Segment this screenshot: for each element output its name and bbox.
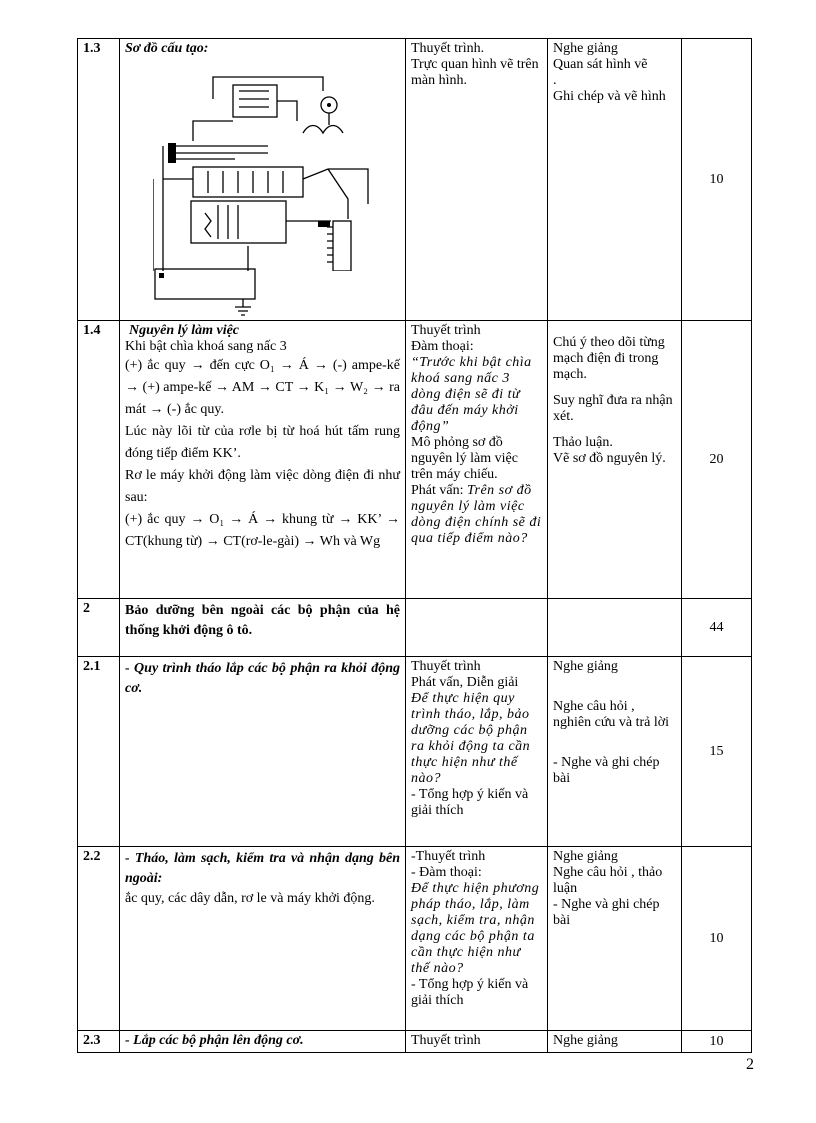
time-cell: 20 xyxy=(682,321,752,599)
student-line: Nghe giảng xyxy=(553,1033,618,1048)
teacher-activity-cell xyxy=(406,599,548,657)
lesson-plan-table xyxy=(77,38,752,1053)
table-row xyxy=(78,599,752,657)
student-line: Thảo luận. xyxy=(553,435,613,450)
teacher-line: Phát vấn: xyxy=(411,483,464,498)
time-cell: 10 xyxy=(682,847,752,1031)
time-cell: 10 xyxy=(682,1031,752,1053)
student-activity-cell xyxy=(548,321,682,599)
teacher-line: Thuyết trình xyxy=(411,323,481,338)
teacher-line: Phát vấn, Diễn giải xyxy=(411,675,519,690)
teacher-activity-cell xyxy=(406,657,548,847)
student-activity-cell xyxy=(548,657,682,847)
section-title: Bảo dưỡng bên ngoài các bộ phận của hệ thống khởi động ô tô. xyxy=(120,599,406,657)
teacher-activity-cell xyxy=(406,39,548,321)
student-activity-cell xyxy=(548,599,682,657)
time-cell: 44 xyxy=(682,599,752,657)
teacher-line: Thuyết trình. xyxy=(411,41,485,56)
row-number: 2.3 xyxy=(78,1031,120,1053)
teacher-line: Trực quan hình vẽ trên màn hình. xyxy=(411,57,539,88)
table-row xyxy=(78,1031,752,1053)
student-line: Nghe giảng xyxy=(553,41,618,56)
student-line: - Nghe và ghi chép bài xyxy=(553,897,660,928)
battery-ground-diagram xyxy=(153,267,293,317)
content-cell xyxy=(120,847,406,1031)
student-line: Vẽ sơ đồ nguyên lý. xyxy=(553,451,666,466)
student-line: Suy nghĩ đưa ra nhận xét. xyxy=(553,393,673,424)
teacher-question: Để thực hiện quy trình tháo, lắp, bảo dưỡng các bộ phận ra khỏi động ta cần thực hiện như thế nào? xyxy=(411,691,531,786)
row-number: 2.1 xyxy=(78,657,120,847)
teacher-activity-cell xyxy=(406,1031,548,1053)
content-line: Khi bật chìa khoá sang nấc 3 xyxy=(125,339,287,354)
student-activity-cell xyxy=(548,1031,682,1053)
table-row xyxy=(78,39,752,321)
section-title: - Quy trình tháo lắp các bộ phận ra khỏi động cơ. xyxy=(120,657,406,847)
row-number: 1.3 xyxy=(78,39,120,321)
section-title: Nguyên lý làm việc xyxy=(129,323,240,338)
student-line: Ghi chép và vẽ hình xyxy=(553,89,666,104)
content-line: Lúc này lõi từ của rơle bị từ hoá hút tấm rung đóng tiếp điểm KK’. xyxy=(125,424,400,461)
table-row xyxy=(78,321,752,599)
student-line: Quan sát hình vẽ xyxy=(553,57,648,72)
student-line: Chú ý theo dõi từng mạch điện đi trong mạch. xyxy=(553,335,665,382)
student-line: Nghe câu hỏi , thảo luận xyxy=(553,865,663,896)
teacher-line: Đàm thoại: xyxy=(411,339,474,354)
student-line: - Nghe và ghi chép bài xyxy=(553,755,660,786)
teacher-line: Mô phỏng sơ đồ nguyên lý làm việc trên máy chiếu. xyxy=(411,435,518,482)
teacher-line: - Tổng hợp ý kiến và giải thích xyxy=(411,977,529,1008)
starter-structure-diagram xyxy=(153,71,373,271)
content-cell xyxy=(120,39,406,321)
content-cell xyxy=(120,321,406,599)
page-number: 2 xyxy=(746,1056,754,1073)
teacher-question: Trên sơ đồ nguyên lý làm việc dòng điện chính sẽ đi qua tiếp điểm nào? xyxy=(411,483,542,546)
content-line: (+) ắc quy → đến cực O₁ → Á → (-) ampe-kế → (+) ampe-kế → AM → CT → K₁ → W₂ → ra mát → (-) ắc quy. xyxy=(125,358,400,417)
teacher-question: “Trước khi bật chìa khoá sang nấc 3 dòng điện sẽ đi từ đâu đến máy khởi động” xyxy=(411,355,532,434)
row-number: 1.4 xyxy=(78,321,120,599)
student-line: Nghe giảng xyxy=(553,849,618,864)
teacher-line: -Thuyết trình xyxy=(411,849,486,864)
teacher-line: Thuyết trình xyxy=(411,1033,481,1048)
section-title: Sơ đồ cấu tạo: xyxy=(125,41,209,56)
teacher-activity-cell xyxy=(406,321,548,599)
content-line: Rơ le máy khởi động làm việc dòng điện đi như sau: xyxy=(125,468,400,505)
time-cell: 15 xyxy=(682,657,752,847)
section-title: - Tháo, làm sạch, kiểm tra và nhận dạng bên ngoài: xyxy=(125,851,400,886)
student-line: . xyxy=(553,73,557,88)
content-line: ắc quy, các dây dẫn, rơ le và máy khởi động. xyxy=(125,891,375,906)
section-title: - Lắp các bộ phận lên động cơ. xyxy=(120,1031,406,1053)
row-number: 2.2 xyxy=(78,847,120,1031)
student-activity-cell xyxy=(548,847,682,1031)
row-number: 2 xyxy=(78,599,120,657)
teacher-line: - Tổng hợp ý kiến và giải thích xyxy=(411,787,529,818)
student-line: Nghe câu hỏi , nghiên cứu và trả lời xyxy=(553,699,670,730)
teacher-line: - Đàm thoại: xyxy=(411,865,482,880)
teacher-line: Thuyết trình xyxy=(411,659,481,674)
time-cell: 10 xyxy=(682,39,752,321)
table-row xyxy=(78,657,752,847)
student-activity-cell xyxy=(548,39,682,321)
teacher-question: Để thực hiện phương pháp tháo, lắp, làm sạch, kiểm tra, nhận dạng các bộ phận ta cần thực hiện như thế nào? xyxy=(411,881,540,976)
student-line: Nghe giảng xyxy=(553,659,618,674)
teacher-activity-cell xyxy=(406,847,548,1031)
table-row xyxy=(78,847,752,1031)
content-line: (+) ắc quy → O₁ → Á → khung từ → KK’ → CT(khung từ) → CT(rơ-le-gài) → Wh và Wg xyxy=(125,512,400,549)
